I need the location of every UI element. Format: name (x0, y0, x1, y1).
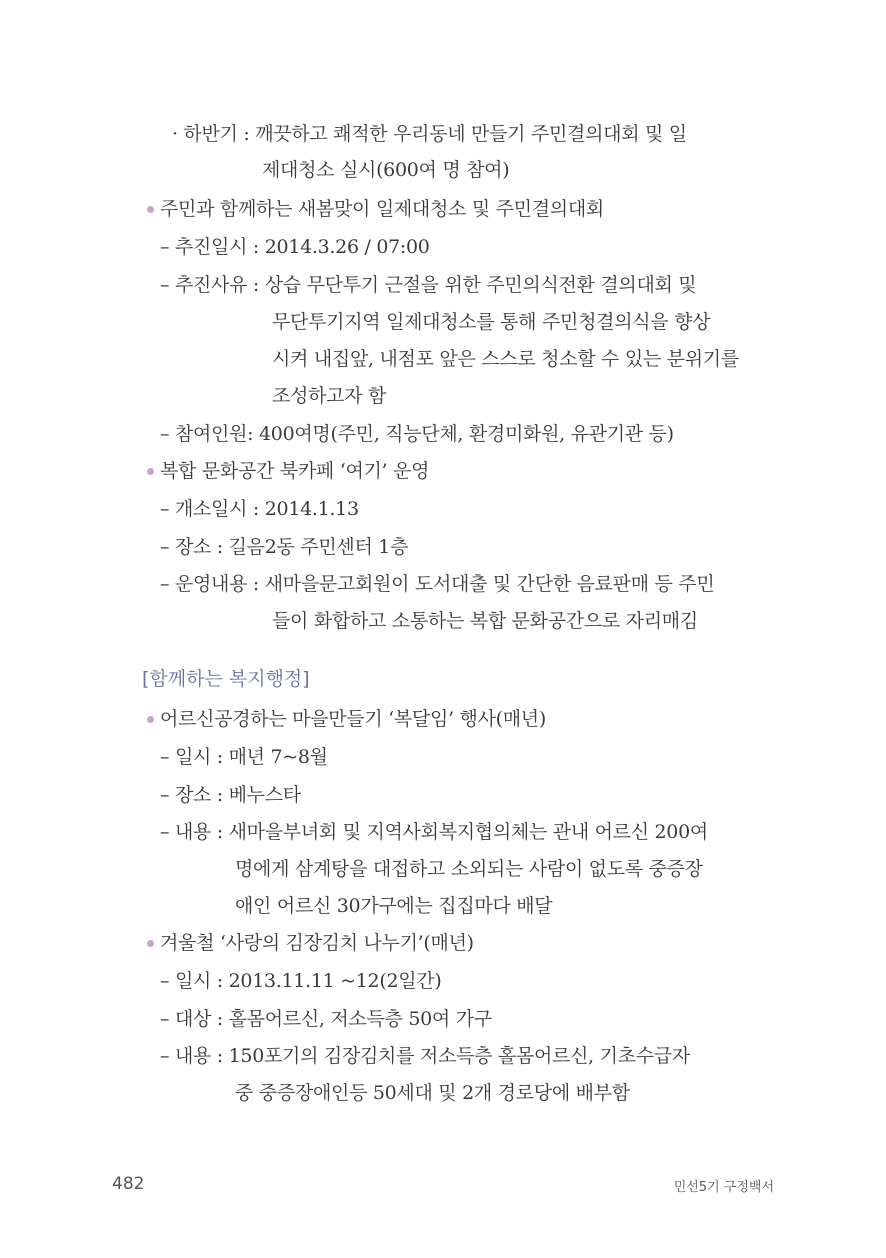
bookcafe-content-2: 들이 화합하고 소통하는 복합 문화공간으로 자리매김 (272, 610, 698, 632)
kimchi-target: – 대상 : 홀몸어르신, 저소득층 50여 가구 (160, 1008, 492, 1030)
page-number: 482 (112, 1174, 145, 1194)
bookcafe-title: 복합 문화공간 북카페 ‘여기’ 운영 (160, 460, 430, 482)
bokdalim-content-1: – 내용 : 새마을부녀회 및 지역사회복지협의체는 관내 어르신 200여 (160, 821, 708, 843)
bullet-icon (147, 716, 154, 723)
half-year-line-2: 제대청소 실시(600여 명 참여) (262, 159, 510, 181)
cleanup-date: – 추진일시 : 2014.3.26 / 07:00 (160, 236, 430, 258)
bookcafe-place: – 장소 : 길음2동 주민센터 1층 (160, 536, 409, 558)
book-title: 민선5기 구정백서 (673, 1180, 774, 1195)
cleanup-reason-3: 시켜 내집앞, 내점포 앞은 스스로 청소할 수 있는 분위기를 (272, 348, 739, 370)
half-year-line-1: · 하반기 : 깨끗하고 쾌적한 우리동네 만들기 주민결의대회 및 일 (172, 123, 687, 145)
kimchi-content-1: – 내용 : 150포기의 김장김치를 저소득층 홀몸어르신, 기초수급자 (160, 1045, 690, 1067)
bokdalim-content-2: 명에게 삼계탕을 대접하고 소외되는 사람이 없도록 중증장 (235, 858, 703, 880)
bullet-icon (147, 468, 154, 475)
kimchi-date: – 일시 : 2013.11.11 ~12(2일간) (160, 970, 442, 992)
cleanup-reason-2: 무단투기지역 일제대청소를 통해 주민청결의식을 향상 (272, 311, 711, 333)
bokdalim-content-3: 애인 어르신 30가구에는 집집마다 배달 (235, 895, 553, 917)
bokdalim-title: 어르신공경하는 마을만들기 ‘복달임’ 행사(매년) (160, 708, 546, 730)
cleanup-title: 주민과 함께하는 새봄맞이 일제대청소 및 주민결의대회 (160, 198, 604, 220)
kimchi-title: 겨울철 ‘사랑의 김장김치 나누기’(매년) (160, 932, 474, 954)
bookcafe-opening: – 개소일시 : 2014.1.13 (160, 498, 359, 520)
bokdalim-date: – 일시 : 매년 7~8월 (160, 746, 328, 768)
bokdalim-place: – 장소 : 베누스타 (160, 784, 301, 806)
bookcafe-content-1: – 운영내용 : 새마을문고회원이 도서대출 및 간단한 음료판매 등 주민 (160, 573, 715, 595)
bullet-icon (147, 206, 154, 213)
cleanup-reason-4: 조성하고자 함 (272, 385, 387, 407)
kimchi-content-2: 중 중증장애인등 50세대 및 2개 경로당에 배부함 (235, 1082, 630, 1104)
bullet-icon (147, 940, 154, 947)
section-heading: [함께하는 복지행정] (142, 668, 310, 690)
cleanup-reason-1: – 추진사유 : 상습 무단투기 근절을 위한 주민의식전환 결의대회 및 (160, 274, 697, 296)
cleanup-participants: – 참여인원: 400여명(주민, 직능단체, 환경미화원, 유관기관 등) (160, 423, 674, 445)
